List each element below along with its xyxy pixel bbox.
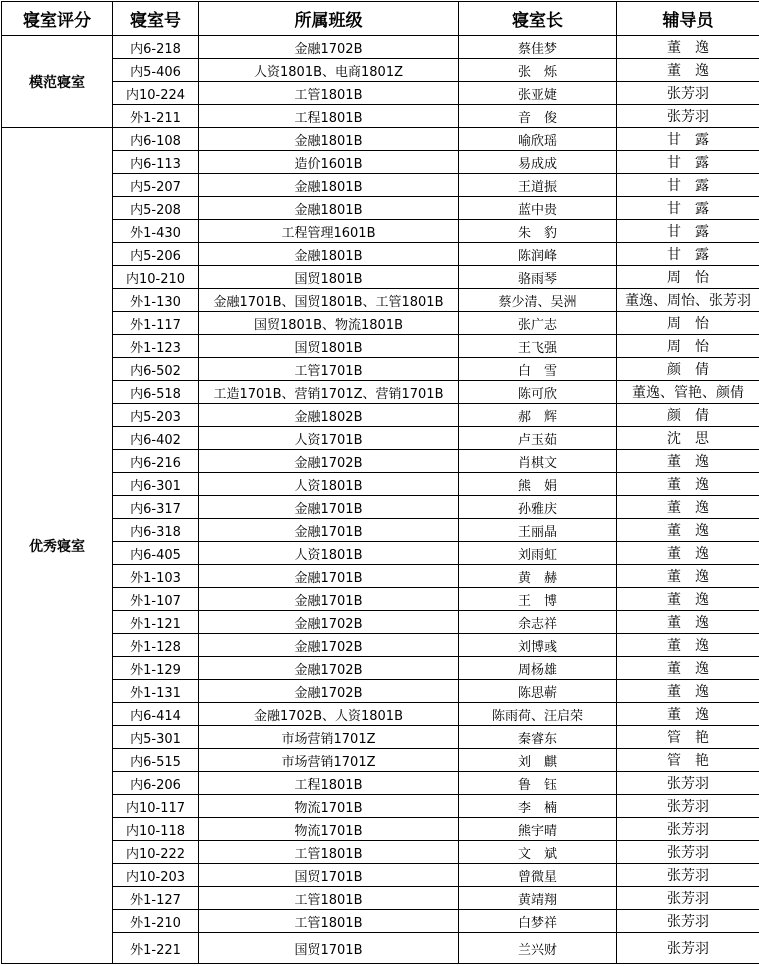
leader-cell: 熊宇晴 xyxy=(459,818,617,841)
dorm-cell: 外1-121 xyxy=(113,611,199,634)
leader-cell: 孙雅庆 xyxy=(459,496,617,519)
advisor-cell: 董 逸 xyxy=(617,59,759,82)
class-cell: 金融1702B xyxy=(199,611,459,634)
dorm-cell: 内10-210 xyxy=(113,266,199,289)
leader-cell: 鲁 钰 xyxy=(459,772,617,795)
class-cell: 金融1701B xyxy=(199,519,459,542)
advisor-cell: 董 逸 xyxy=(617,519,759,542)
table-row xyxy=(2,404,759,427)
leader-cell: 王道振 xyxy=(459,174,617,197)
dorm-cell: 内6-402 xyxy=(113,427,199,450)
leader-cell: 刘雨虹 xyxy=(459,542,617,565)
class-cell: 工管1801B xyxy=(199,841,459,864)
table-row xyxy=(2,726,759,749)
leader-cell: 王丽晶 xyxy=(459,519,617,542)
table-row xyxy=(2,910,759,933)
table-row xyxy=(2,611,759,634)
category-model: 模范寝室 xyxy=(2,36,113,128)
advisor-cell: 张芳羽 xyxy=(617,818,759,841)
dorm-cell: 外1-210 xyxy=(113,910,199,933)
table-row xyxy=(2,657,759,680)
table-row xyxy=(2,749,759,772)
class-cell: 工程管理1601B xyxy=(199,220,459,243)
class-cell: 金融1802B xyxy=(199,404,459,427)
class-cell: 工管1801B xyxy=(199,82,459,105)
dorm-cell: 外1-221 xyxy=(113,933,199,964)
table-row xyxy=(2,381,759,404)
dorm-cell: 内10-203 xyxy=(113,864,199,887)
leader-cell: 陈可欣 xyxy=(459,381,617,404)
advisor-cell: 董逸、周怡、张芳羽 xyxy=(617,289,759,312)
table-row xyxy=(2,887,759,910)
table-row xyxy=(2,795,759,818)
advisor-cell: 张芳羽 xyxy=(617,910,759,933)
header-row xyxy=(2,2,759,36)
leader-cell: 郝 辉 xyxy=(459,404,617,427)
advisor-cell: 甘 露 xyxy=(617,128,759,151)
dorm-cell: 内10-224 xyxy=(113,82,199,105)
dorm-rating-table xyxy=(1,1,759,964)
dorm-cell: 内5-207 xyxy=(113,174,199,197)
class-cell: 国贸1701B xyxy=(199,933,459,964)
header-rating: 寝室评分 xyxy=(2,2,113,36)
class-cell: 金融1801B xyxy=(199,128,459,151)
advisor-cell: 甘 露 xyxy=(617,174,759,197)
table-row xyxy=(2,427,759,450)
table-row xyxy=(2,151,759,174)
leader-cell: 白 雪 xyxy=(459,358,617,381)
table-body xyxy=(2,36,759,964)
class-cell: 国贸1801B xyxy=(199,335,459,358)
class-cell: 金融1702B xyxy=(199,450,459,473)
advisor-cell: 周 怡 xyxy=(617,335,759,358)
dorm-cell: 外1-211 xyxy=(113,105,199,128)
table-row xyxy=(2,473,759,496)
table-row xyxy=(2,818,759,841)
table-row xyxy=(2,174,759,197)
advisor-cell: 董 逸 xyxy=(617,36,759,59)
dorm-cell: 外1-128 xyxy=(113,634,199,657)
dorm-cell: 内6-405 xyxy=(113,542,199,565)
leader-cell: 白梦祥 xyxy=(459,910,617,933)
class-cell: 金融1701B、国贸1801B、工管1801B xyxy=(199,289,459,312)
table-row xyxy=(2,36,759,59)
table-row xyxy=(2,335,759,358)
advisor-cell: 董逸、管艳、颜倩 xyxy=(617,381,759,404)
dorm-cell: 内6-216 xyxy=(113,450,199,473)
advisor-cell: 张芳羽 xyxy=(617,864,759,887)
leader-cell: 蓝中贵 xyxy=(459,197,617,220)
advisor-cell: 董 逸 xyxy=(617,542,759,565)
dorm-cell: 内6-515 xyxy=(113,749,199,772)
dorm-cell: 内6-318 xyxy=(113,519,199,542)
dorm-cell: 外1-131 xyxy=(113,680,199,703)
advisor-cell: 管 艳 xyxy=(617,749,759,772)
advisor-cell: 甘 露 xyxy=(617,197,759,220)
table-row xyxy=(2,634,759,657)
leader-cell: 秦睿东 xyxy=(459,726,617,749)
leader-cell: 陈雨荷、汪启荣 xyxy=(459,703,617,726)
table-row xyxy=(2,450,759,473)
leader-cell: 刘 麒 xyxy=(459,749,617,772)
class-cell: 金融1702B xyxy=(199,680,459,703)
class-cell: 市场营销1701Z xyxy=(199,749,459,772)
advisor-cell: 张芳羽 xyxy=(617,795,759,818)
class-cell: 金融1801B xyxy=(199,197,459,220)
table-row xyxy=(2,197,759,220)
class-cell: 国贸1801B、物流1801B xyxy=(199,312,459,335)
class-cell: 国贸1701B xyxy=(199,864,459,887)
dorm-cell: 内6-317 xyxy=(113,496,199,519)
advisor-cell: 张芳羽 xyxy=(617,841,759,864)
table-row xyxy=(2,289,759,312)
advisor-cell: 董 逸 xyxy=(617,496,759,519)
class-cell: 人资1801B、电商1801Z xyxy=(199,59,459,82)
advisor-cell: 甘 露 xyxy=(617,220,759,243)
class-cell: 金融1701B xyxy=(199,496,459,519)
leader-cell: 周杨雄 xyxy=(459,657,617,680)
dorm-cell: 内6-414 xyxy=(113,703,199,726)
advisor-cell: 董 逸 xyxy=(617,473,759,496)
leader-cell: 王 博 xyxy=(459,588,617,611)
table-row xyxy=(2,220,759,243)
leader-cell: 黄靖翔 xyxy=(459,887,617,910)
advisor-cell: 董 逸 xyxy=(617,565,759,588)
leader-cell: 易成成 xyxy=(459,151,617,174)
dorm-cell: 外1-103 xyxy=(113,565,199,588)
dorm-cell: 外1-127 xyxy=(113,887,199,910)
advisor-cell: 董 逸 xyxy=(617,703,759,726)
dorm-cell: 内5-206 xyxy=(113,243,199,266)
table-row xyxy=(2,680,759,703)
leader-cell: 喻欣瑶 xyxy=(459,128,617,151)
table-row xyxy=(2,703,759,726)
table-row xyxy=(2,358,759,381)
dorm-cell: 外1-107 xyxy=(113,588,199,611)
leader-cell: 蔡少清、吴洲 xyxy=(459,289,617,312)
dorm-cell: 外1-130 xyxy=(113,289,199,312)
leader-cell: 骆雨琴 xyxy=(459,266,617,289)
advisor-cell: 董 逸 xyxy=(617,634,759,657)
table-row xyxy=(2,82,759,105)
advisor-cell: 张芳羽 xyxy=(617,887,759,910)
leader-cell: 李 楠 xyxy=(459,795,617,818)
table-row xyxy=(2,864,759,887)
class-cell: 金融1702B、人资1801B xyxy=(199,703,459,726)
advisor-cell: 周 怡 xyxy=(617,266,759,289)
table-row xyxy=(2,772,759,795)
advisor-cell: 董 逸 xyxy=(617,611,759,634)
dorm-cell: 内6-218 xyxy=(113,36,199,59)
dorm-cell: 内6-113 xyxy=(113,151,199,174)
class-cell: 金融1701B xyxy=(199,565,459,588)
advisor-cell: 董 逸 xyxy=(617,450,759,473)
class-cell: 金融1702B xyxy=(199,36,459,59)
class-cell: 工造1701B、营销1701Z、营销1701B xyxy=(199,381,459,404)
advisor-cell: 颜 倩 xyxy=(617,404,759,427)
dorm-cell: 内6-518 xyxy=(113,381,199,404)
leader-cell: 张广志 xyxy=(459,312,617,335)
dorm-cell: 内5-406 xyxy=(113,59,199,82)
leader-cell: 熊 娟 xyxy=(459,473,617,496)
dorm-cell: 内5-301 xyxy=(113,726,199,749)
leader-cell: 陈润峰 xyxy=(459,243,617,266)
leader-cell: 张亚婕 xyxy=(459,82,617,105)
leader-cell: 王飞强 xyxy=(459,335,617,358)
dorm-cell: 外1-129 xyxy=(113,657,199,680)
class-cell: 金融1801B xyxy=(199,174,459,197)
class-cell: 国贸1801B xyxy=(199,266,459,289)
leader-cell: 兰兴财 xyxy=(459,933,617,964)
class-cell: 市场营销1701Z xyxy=(199,726,459,749)
leader-cell: 朱 豹 xyxy=(459,220,617,243)
table-row xyxy=(2,542,759,565)
advisor-cell: 周 怡 xyxy=(617,312,759,335)
table-row xyxy=(2,841,759,864)
dorm-cell: 内6-108 xyxy=(113,128,199,151)
table-row xyxy=(2,266,759,289)
category-excellent: 优秀寝室 xyxy=(2,128,113,964)
header-dorm: 寝室号 xyxy=(113,2,199,36)
leader-cell: 音 俊 xyxy=(459,105,617,128)
leader-cell: 陈思蕲 xyxy=(459,680,617,703)
class-cell: 工管1801B xyxy=(199,887,459,910)
dorm-cell: 内6-206 xyxy=(113,772,199,795)
table-row xyxy=(2,105,759,128)
class-cell: 物流1701B xyxy=(199,818,459,841)
dorm-cell: 外1-117 xyxy=(113,312,199,335)
advisor-cell: 张芳羽 xyxy=(617,772,759,795)
header-advisor: 辅导员 xyxy=(617,2,759,36)
table-row xyxy=(2,59,759,82)
class-cell: 工程1801B xyxy=(199,772,459,795)
advisor-cell: 董 逸 xyxy=(617,680,759,703)
table-row xyxy=(2,933,759,964)
advisor-cell: 董 逸 xyxy=(617,657,759,680)
advisor-cell: 管 艳 xyxy=(617,726,759,749)
header-leader: 寝室长 xyxy=(459,2,617,36)
table-row xyxy=(2,128,759,151)
advisor-cell: 沈 思 xyxy=(617,427,759,450)
advisor-cell: 颜 倩 xyxy=(617,358,759,381)
leader-cell: 刘博彧 xyxy=(459,634,617,657)
advisor-cell: 甘 露 xyxy=(617,151,759,174)
header-class: 所属班级 xyxy=(199,2,459,36)
dorm-cell: 内6-301 xyxy=(113,473,199,496)
class-cell: 人资1801B xyxy=(199,542,459,565)
dorm-cell: 外1-123 xyxy=(113,335,199,358)
table-row xyxy=(2,519,759,542)
class-cell: 人资1701B xyxy=(199,427,459,450)
class-cell: 金融1702B xyxy=(199,634,459,657)
dorm-cell: 外1-430 xyxy=(113,220,199,243)
leader-cell: 曾微星 xyxy=(459,864,617,887)
dorm-cell: 内10-222 xyxy=(113,841,199,864)
dorm-cell: 内10-118 xyxy=(113,818,199,841)
dorm-cell: 内5-203 xyxy=(113,404,199,427)
advisor-cell: 张芳羽 xyxy=(617,82,759,105)
leader-cell: 余志祥 xyxy=(459,611,617,634)
class-cell: 工管1801B xyxy=(199,910,459,933)
table-row xyxy=(2,243,759,266)
leader-cell: 蔡佳梦 xyxy=(459,36,617,59)
dorm-cell: 内5-208 xyxy=(113,197,199,220)
leader-cell: 肖棋文 xyxy=(459,450,617,473)
leader-cell: 卢玉茹 xyxy=(459,427,617,450)
class-cell: 工程1801B xyxy=(199,105,459,128)
table-row xyxy=(2,496,759,519)
class-cell: 金融1702B xyxy=(199,657,459,680)
class-cell: 物流1701B xyxy=(199,795,459,818)
class-cell: 金融1701B xyxy=(199,588,459,611)
table-row xyxy=(2,312,759,335)
leader-cell: 文 斌 xyxy=(459,841,617,864)
advisor-cell: 甘 露 xyxy=(617,243,759,266)
table-row xyxy=(2,565,759,588)
leader-cell: 黄 赫 xyxy=(459,565,617,588)
advisor-cell: 董 逸 xyxy=(617,588,759,611)
advisor-cell: 张芳羽 xyxy=(617,105,759,128)
dorm-cell: 内10-117 xyxy=(113,795,199,818)
advisor-cell: 张芳羽 xyxy=(617,933,759,964)
class-cell: 造价1601B xyxy=(199,151,459,174)
class-cell: 金融1801B xyxy=(199,243,459,266)
class-cell: 工管1701B xyxy=(199,358,459,381)
leader-cell: 张 烁 xyxy=(459,59,617,82)
table-row xyxy=(2,588,759,611)
dorm-cell: 内6-502 xyxy=(113,358,199,381)
class-cell: 人资1801B xyxy=(199,473,459,496)
